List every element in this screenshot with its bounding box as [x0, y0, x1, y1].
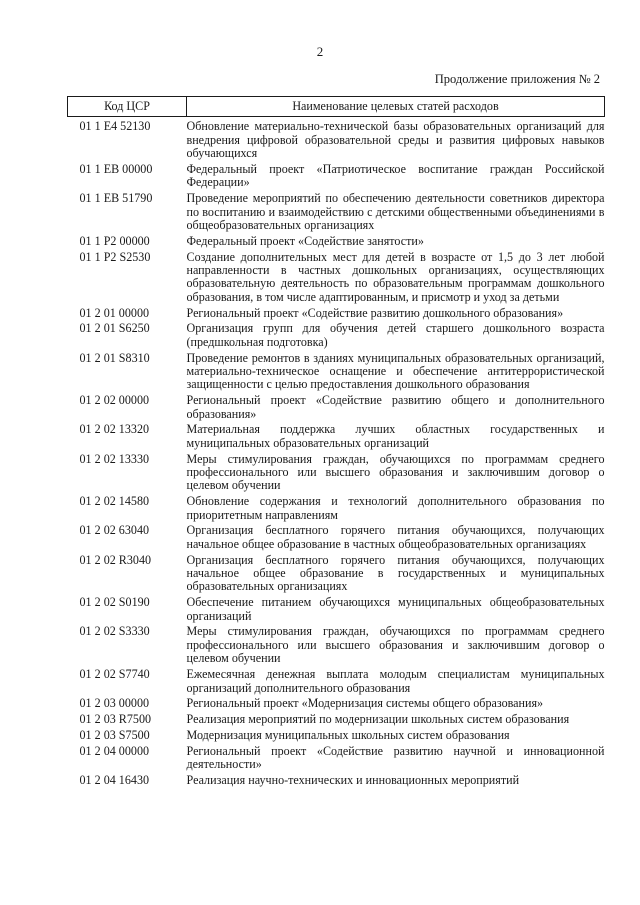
row-name: Создание дополнительных мест для детей в возрасте от 1,5 до 3 лет любой направленности в частных дошкольных организациях, осуществляющих образовательную деятельность по образовательным программам дошкольного образования, в том числе адаптированным, и присмотр и уход за детьми — [186, 249, 605, 304]
row-name: Реализация мероприятий по модернизации школьных систем образования — [186, 712, 570, 727]
table-row — [68, 596, 605, 625]
row-code: 01 2 03 00000 — [79, 696, 150, 711]
header-name: Наименование целевых статей расходов — [187, 97, 605, 117]
row-code: 01 2 02 R3040 — [79, 552, 152, 567]
row-code: 01 2 02 S0190 — [79, 595, 150, 610]
table-row — [68, 713, 605, 729]
row-code: 01 2 02 S3330 — [79, 624, 150, 639]
row-code: 01 1 P2 S2530 — [79, 249, 151, 264]
row-code: 01 2 03 R7500 — [79, 712, 152, 727]
table-row — [68, 251, 605, 307]
table-row — [68, 322, 605, 351]
row-name: Меры стимулирования граждан, обучающихся по программам среднего профессионального или высшего образования и заключившим договор о целевом обучении — [186, 624, 605, 666]
header-code: Код ЦСР — [68, 97, 187, 117]
row-name: Региональный проект «Содействие развитию научной и инновационной деятельности» — [186, 743, 605, 772]
row-name: Меры стимулирования граждан, обучающихся по программам среднего профессионального или высшего образования и заключившим договор о целевом обучении — [186, 451, 605, 493]
continuation-label: Продолжение приложения № 2 — [434, 72, 600, 86]
table-body — [68, 117, 605, 790]
row-code: 01 1 EB 51790 — [79, 191, 153, 206]
row-name: Организация групп для обучения детей старшего дошкольного возраста (предшкольная подготовка) — [186, 321, 605, 349]
table-row — [68, 774, 605, 790]
table-row — [68, 192, 605, 235]
table-row — [68, 307, 605, 323]
row-name: Проведение мероприятий по обеспечению деятельности советников директора по воспитанию и взаимодействию с детскими общественными объединениями в общеобразовательных организациях — [186, 191, 605, 233]
row-name: Региональный проект «Модернизация системы общего образования» — [186, 696, 544, 711]
page-number: 2 — [316, 44, 324, 59]
table-row — [68, 554, 605, 597]
row-name: Региональный проект «Содействие развитию дошкольного образования» — [186, 305, 564, 320]
table-row — [68, 453, 605, 496]
row-code: 01 2 02 14580 — [79, 494, 150, 509]
table-row — [68, 745, 605, 774]
row-code: 01 2 01 S6250 — [79, 321, 150, 336]
row-code: 01 2 03 S7500 — [79, 727, 150, 742]
table-row — [68, 163, 605, 192]
row-name: Организация бесплатного горячего питания обучающихся, получающих начальное общее образование в государственных и муниципальных образовательных организациях — [186, 552, 605, 594]
table-row — [68, 352, 605, 395]
table-row — [68, 524, 605, 553]
row-code: 01 1 P2 00000 — [79, 233, 150, 248]
row-name: Региональный проект «Содействие развитию общего и дополнительного образования» — [186, 393, 605, 421]
table-row — [68, 697, 605, 713]
table-row — [68, 394, 605, 423]
row-code: 01 2 02 63040 — [79, 523, 150, 538]
row-name: Федеральный проект «Содействие занятости» — [186, 233, 424, 248]
table-row — [68, 625, 605, 668]
row-name: Проведение ремонтов в зданиях муниципальных образовательных организаций, материально-техническое оснащение и обеспечение антитеррористической защищенности с целью предоставления дошкольного образования — [186, 350, 605, 392]
table-row — [68, 495, 605, 524]
table-row — [68, 117, 605, 163]
row-code: 01 2 02 S7740 — [79, 667, 150, 682]
row-code: 01 1 EB 00000 — [79, 162, 153, 177]
row-code: 01 2 02 00000 — [79, 393, 150, 408]
table-row — [68, 729, 605, 745]
row-code: 01 2 04 00000 — [79, 743, 150, 758]
row-code: 01 2 01 S8310 — [79, 350, 150, 365]
table-row — [68, 235, 605, 251]
row-name: Федеральный проект «Патриотическое воспитание граждан Российской Федерации» — [186, 162, 605, 190]
row-name: Обеспечение питанием обучающихся муниципальных общеобразовательных организаций — [186, 595, 605, 623]
row-name: Модернизация муниципальных школьных систем образования — [186, 727, 510, 742]
row-name: Материальная поддержка лучших областных государственных и муниципальных образовательных организаций — [186, 422, 605, 450]
table-row — [68, 668, 605, 697]
table-header-row — [68, 97, 605, 117]
row-name: Обновление материально-технической базы образовательных организаций для внедрения цифровой образовательной среды и развития цифровых навыков обучающихся — [186, 119, 605, 161]
row-code: 01 2 01 00000 — [79, 305, 150, 320]
table-row — [68, 423, 605, 452]
row-code: 01 2 02 13330 — [79, 451, 150, 466]
row-name: Организация бесплатного горячего питания обучающихся, получающих начальное общее образование в частных общеобразовательных организациях — [186, 523, 605, 551]
row-name: Реализация научно-технических и инновационных мероприятий — [186, 772, 520, 787]
row-code: 01 1 E4 52130 — [79, 119, 151, 134]
budget-table — [67, 96, 605, 790]
row-code: 01 2 02 13320 — [79, 422, 150, 437]
row-name: Ежемесячная денежная выплата молодым специалистам муниципальных организаций дополнительного образования — [186, 667, 605, 695]
row-code: 01 2 04 16430 — [79, 772, 150, 787]
row-name: Обновление содержания и технологий дополнительного образования по приоритетным направлениям — [186, 494, 605, 522]
